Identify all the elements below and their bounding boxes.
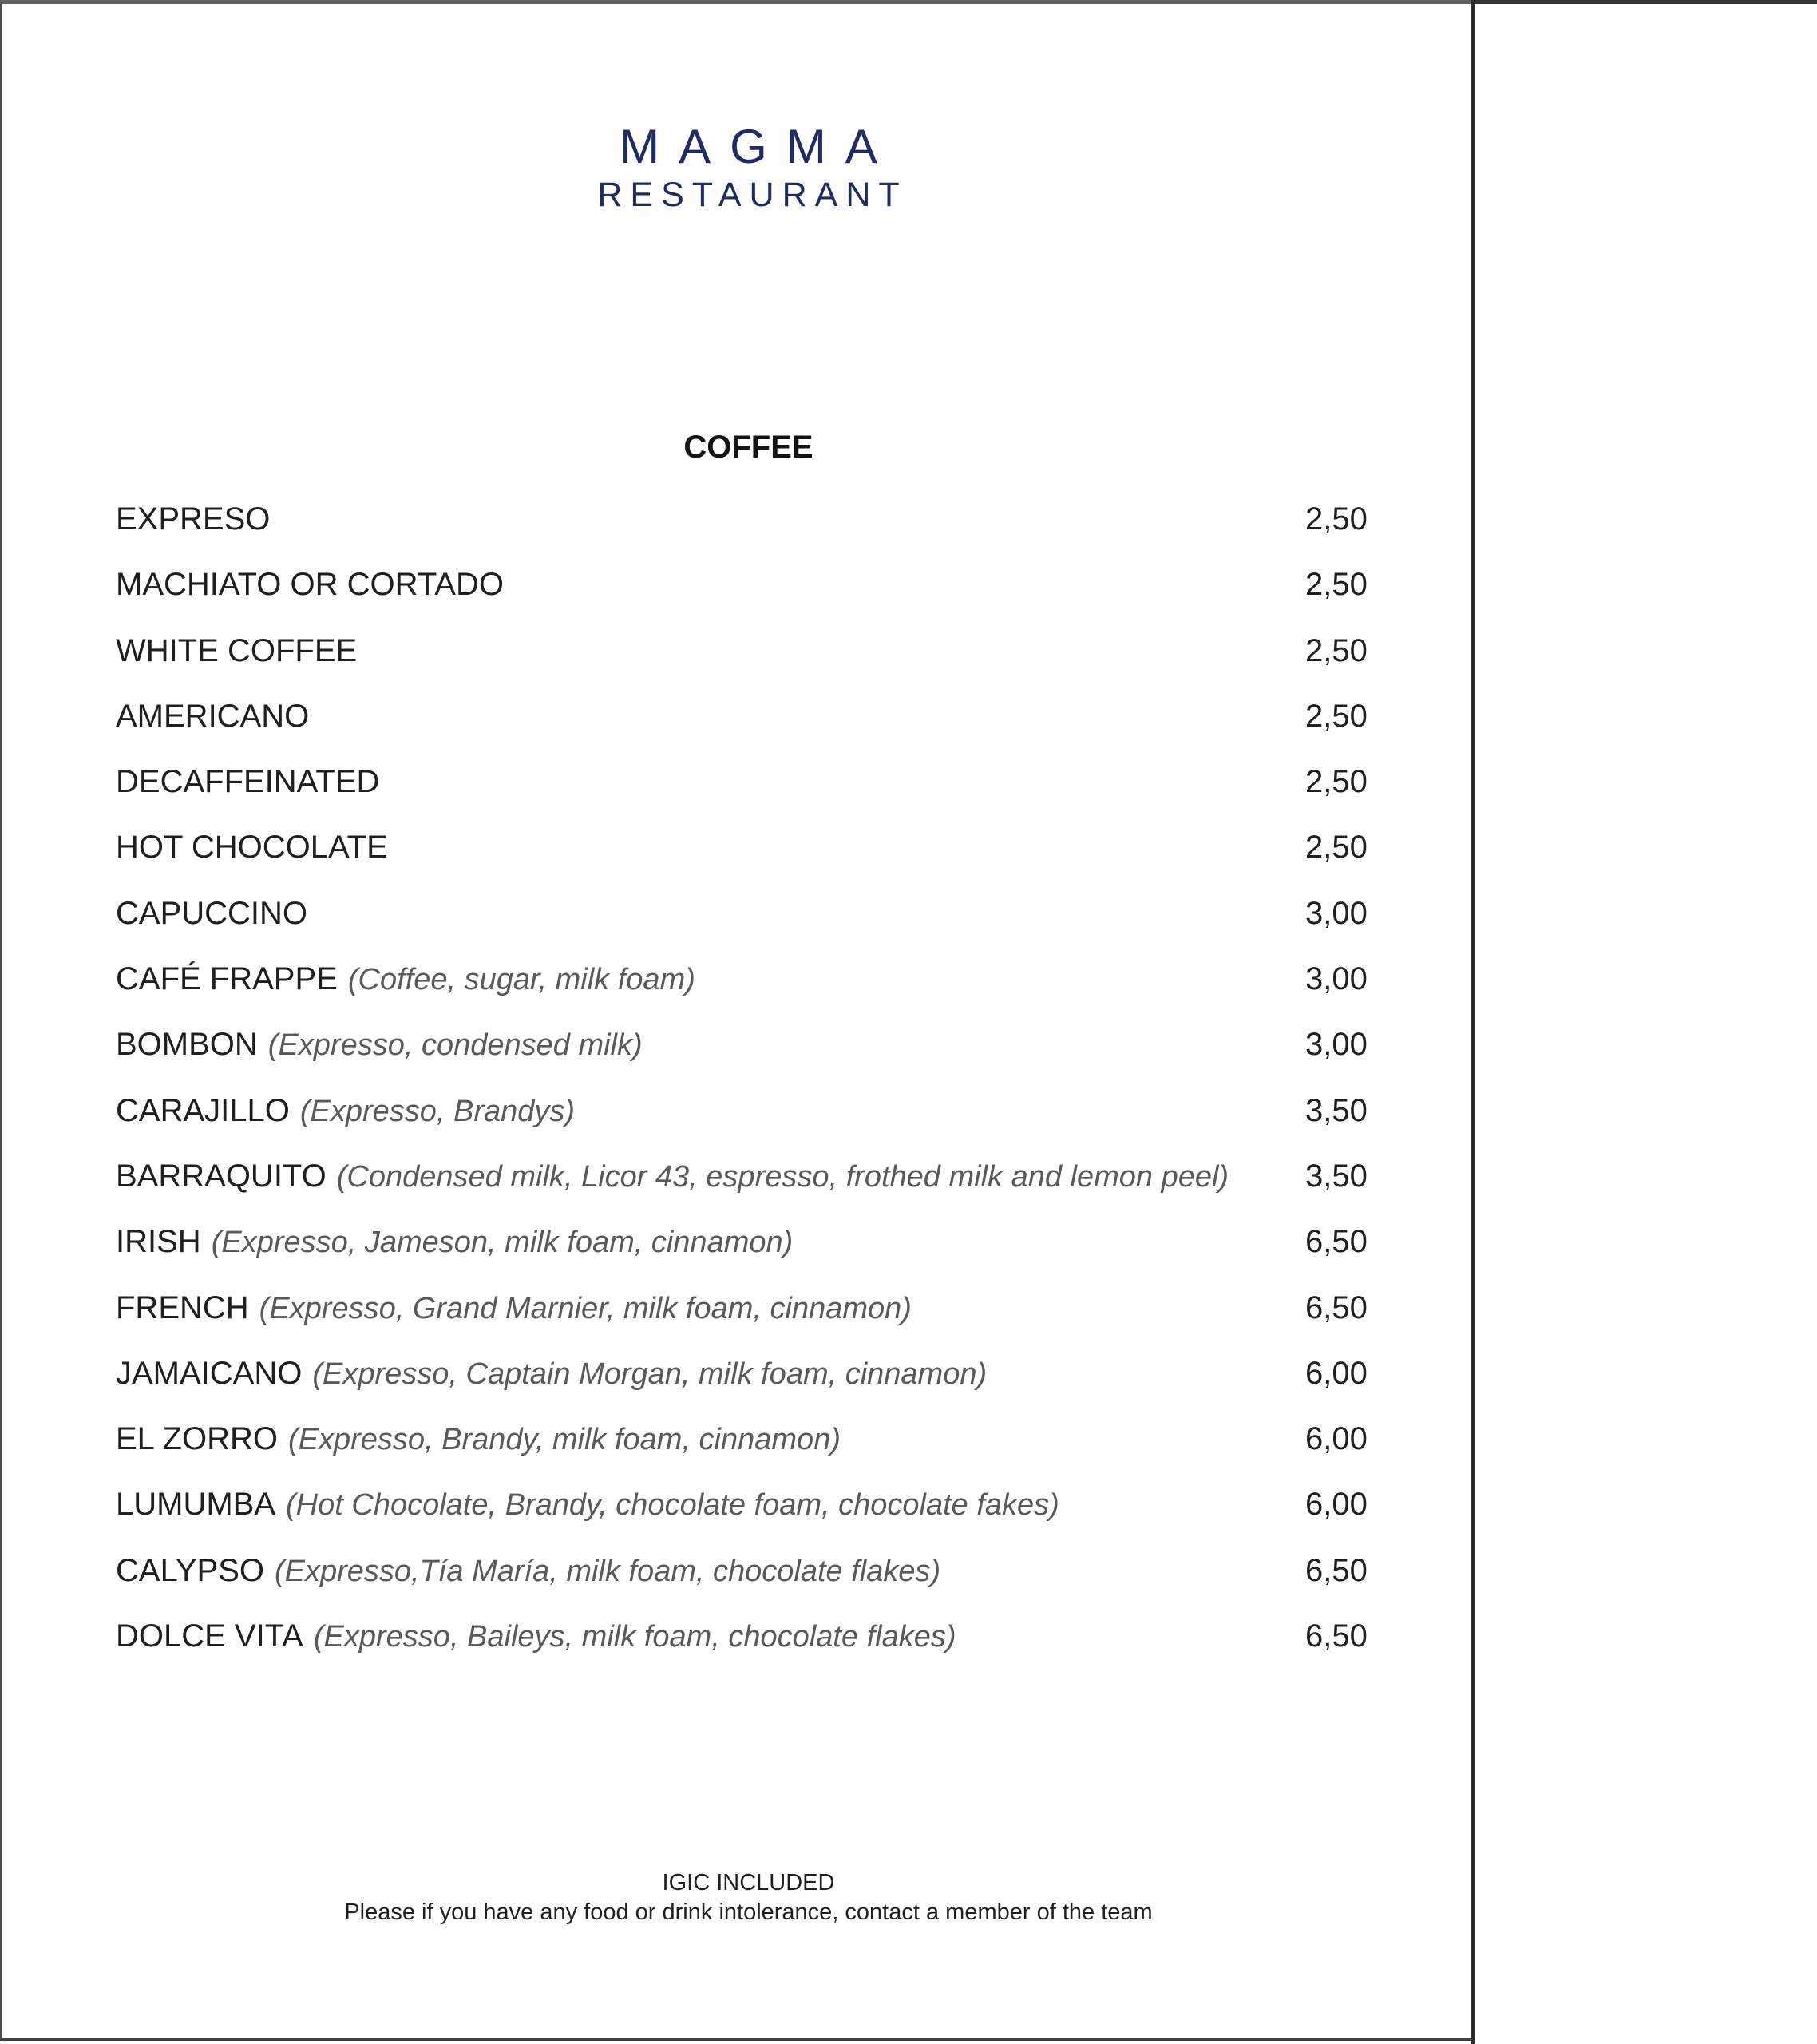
menu-item-price: 2,50	[1305, 830, 1368, 866]
menu-item-row	[116, 1538, 1381, 1603]
menu-item-row	[116, 618, 1381, 683]
menu-item-name: EL ZORRO	[116, 1421, 278, 1457]
menu-item-price: 2,50	[1305, 632, 1368, 668]
menu-item-name: CALYPSO	[116, 1552, 264, 1588]
menu-item-row	[116, 486, 1381, 552]
section-title-coffee: COFFEE	[683, 430, 813, 465]
menu-item-price: 2,50	[1305, 764, 1368, 800]
footer-allergy-note: Please if you have any food or drink intolerance, contact a member of the team	[344, 1899, 1153, 1925]
menu-footer	[116, 1868, 1381, 1927]
menu-item-description: (Condensed milk, Licor 43, espresso, frothed milk and lemon peel)	[336, 1159, 1229, 1194]
menu-item-description: (Expresso, condensed milk)	[267, 1028, 643, 1063]
menu-item-row	[116, 946, 1381, 1012]
menu-item-price: 6,50	[1305, 1289, 1368, 1325]
menu-item-name: BARRAQUITO	[116, 1158, 327, 1194]
menu-item-row	[116, 552, 1381, 617]
menu-item-price: 6,00	[1305, 1355, 1368, 1391]
menu-item-row	[116, 1275, 1381, 1341]
menu-item-price: 3,50	[1305, 1158, 1368, 1194]
right-panel-top-border	[1475, 0, 1817, 4]
menu-list	[116, 486, 1381, 1669]
menu-item-name: DOLCE VITA	[116, 1618, 303, 1654]
menu-item-name: HOT CHOCOLATE	[116, 830, 388, 866]
menu-item-name: FRENCH	[116, 1289, 249, 1325]
menu-item-name: WHITE COFFEE	[116, 632, 358, 668]
menu-item-row	[116, 1472, 1381, 1537]
menu-item-name: CAFÉ FRAPPE	[116, 961, 338, 997]
menu-item-row	[116, 683, 1381, 749]
menu-item-name: CARAJILLO	[116, 1092, 290, 1128]
menu-item-price: 6,00	[1305, 1421, 1368, 1457]
menu-item-row	[116, 749, 1381, 814]
menu-item-row	[116, 1012, 1381, 1077]
footer-tax-note: IGIC INCLUDED	[662, 1870, 835, 1895]
menu-item-row	[116, 1143, 1381, 1209]
menu-item-price: 3,00	[1305, 1027, 1368, 1063]
menu-item-row	[116, 1603, 1381, 1669]
page-left-border	[0, 4, 2, 2041]
menu-item-row	[116, 1078, 1381, 1143]
menu-item-row	[116, 881, 1381, 946]
menu-item-description: (Coffee, sugar, milk foam)	[347, 963, 695, 997]
menu-item-price: 6,50	[1305, 1224, 1368, 1260]
menu-item-description: (Expresso,Tía María, milk foam, chocolate flakes)	[275, 1554, 941, 1588]
menu-item-price: 2,50	[1305, 567, 1368, 603]
menu-item-description: (Hot Chocolate, Brandy, chocolate foam, chocolate fakes)	[286, 1488, 1059, 1523]
menu-item-name: JAMAICANO	[116, 1355, 303, 1391]
menu-item-name: IRISH	[116, 1224, 201, 1260]
menu-item-name: DECAFFEINATED	[116, 764, 380, 800]
menu-item-price: 3,00	[1305, 961, 1368, 997]
restaurant-subtitle: RESTAURANT	[597, 176, 908, 214]
menu-item-name: LUMUMBA	[116, 1487, 276, 1523]
menu-item-row	[116, 814, 1381, 880]
menu-item-price: 2,50	[1305, 501, 1368, 537]
menu-item-row	[116, 1406, 1381, 1472]
page-fold-divider	[1471, 0, 1475, 2044]
menu-item-name: EXPRESO	[116, 501, 271, 537]
menu-item-name: AMERICANO	[116, 698, 310, 734]
menu-item-name: CAPUCCINO	[116, 895, 308, 931]
menu-item-row	[116, 1209, 1381, 1274]
menu-item-description: (Expresso, Brandy, milk foam, cinnamon)	[288, 1423, 841, 1457]
restaurant-name: MAGMA	[620, 120, 897, 173]
menu-item-description: (Expresso, Captain Morgan, milk foam, cinnamon)	[312, 1357, 988, 1391]
menu-item-price: 3,50	[1305, 1092, 1368, 1128]
menu-item-price: 6,50	[1305, 1552, 1368, 1588]
restaurant-brand	[116, 121, 1381, 213]
menu-item-description: (Expresso, Jameson, milk foam, cinnamon)	[211, 1226, 794, 1260]
menu-item-price: 6,50	[1305, 1618, 1368, 1654]
menu-item-description: (Expresso, Grand Marnier, milk foam, cinnamon)	[259, 1291, 912, 1325]
menu-item-row	[116, 1341, 1381, 1406]
menu-item-price: 3,00	[1305, 895, 1368, 931]
menu-item-price: 2,50	[1305, 698, 1368, 734]
menu-item-name: BOMBON	[116, 1027, 258, 1063]
menu-item-description: (Expresso, Baileys, milk foam, chocolate flakes)	[313, 1620, 956, 1654]
menu-item-description: (Expresso, Brandys)	[299, 1094, 576, 1128]
menu-item-price: 6,00	[1305, 1487, 1368, 1523]
menu-content	[116, 0, 1381, 2044]
menu-item-name: MACHIATO OR CORTADO	[116, 567, 504, 603]
